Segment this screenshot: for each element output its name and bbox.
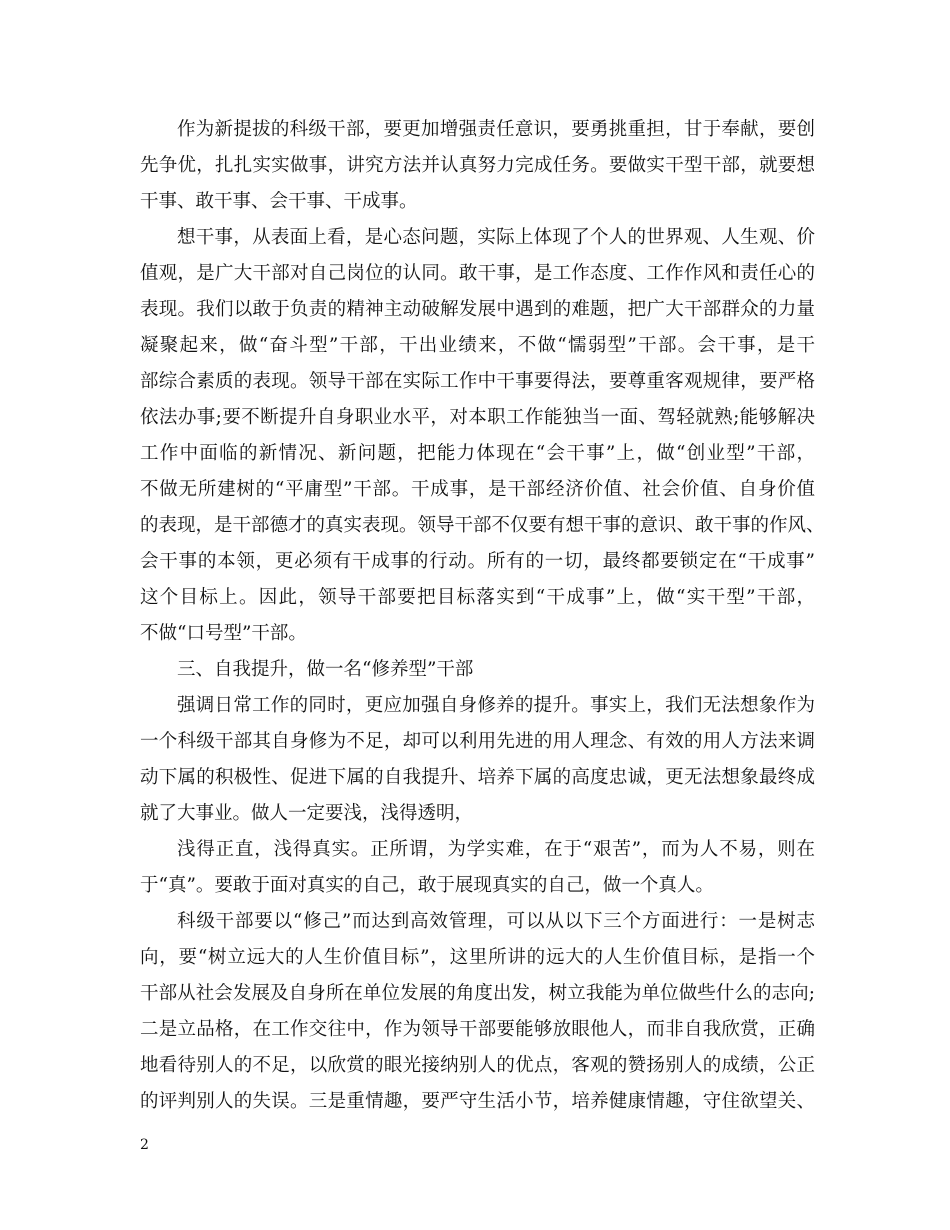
text-line: 浅得正直，浅得真实。正所谓，为学实难，在于“艰苦”，而为人不易，则在 bbox=[177, 839, 815, 860]
text-line: 向，要“树立远大的人生价值目标”，这里所讲的远大的人生价值目标，是指一个 bbox=[140, 947, 815, 968]
text-line: 作为新提拔的科级干部，要更加增强责任意识，要勇挑重担，甘于奉献，要创 bbox=[177, 119, 815, 140]
text-line: 依法办事;要不断提升自身职业水平，对本职工作能独当一面、驾轻就熟;能够解决 bbox=[140, 407, 815, 428]
text-line: 凝聚起来，做“奋斗型”干部，干出业绩来，不做“懦弱型”干部。会干事，是干 bbox=[140, 335, 815, 356]
text-line: 先争优，扎扎实实做事，讲究方法并认真努力完成任务。要做实干型干部，就要想 bbox=[140, 155, 815, 176]
text-line: 部综合素质的表现。领导干部在实际工作中干事要得法，要尊重客观规律，要严格 bbox=[140, 371, 815, 392]
text-line: 三、自我提升，做一名“修养型”干部 bbox=[177, 659, 474, 680]
text-line: 干事、敢干事、会干事、干成事。 bbox=[140, 191, 418, 212]
text-line: 不做无所建树的“平庸型”干部。干成事，是干部经济价值、社会价值、自身价值 bbox=[140, 479, 815, 500]
text-line: 科级干部要以“修己”而达到高效管理，可以从以下三个方面进行：一是树志 bbox=[177, 911, 815, 932]
text-line: 干部从社会发展及自身所在单位发展的角度出发，树立我能为单位做些什么的志向; bbox=[140, 983, 815, 1004]
text-line: 二是立品格，在工作交往中，作为领导干部要能够放眼他人，而非自我欣赏，正确 bbox=[140, 1019, 815, 1040]
text-line: 会干事的本领，更必须有干成事的行动。所有的一切，最终都要锁定在“干成事” bbox=[140, 551, 815, 572]
text-line: 强调日常工作的同时，更应加强自身修养的提升。事实上，我们无法想象作为 bbox=[177, 695, 815, 716]
text-line: 地看待别人的不足，以欣赏的眼光接纳别人的优点，客观的赞扬别人的成绩，公正 bbox=[140, 1055, 815, 1076]
text-line: 这个目标上。因此，领导干部要把目标落实到“干成事”上，做“实干型”干部， bbox=[140, 587, 815, 608]
document-body bbox=[140, 112, 825, 1120]
text-line: 表现。我们以敢于负责的精神主动破解发展中遇到的难题，把广大干部群众的力量 bbox=[140, 299, 815, 320]
text-line: 工作中面临的新情况、新问题，把能力体现在“会干事”上，做“创业型”干部， bbox=[140, 443, 815, 464]
text-line: 动下属的积极性、促进下属的自我提升、培养下属的高度忠诚，更无法想象最终成 bbox=[140, 767, 815, 788]
text-line: 的表现，是干部德才的真实表现。领导干部不仅要有想干事的意识、敢干事的作风、 bbox=[140, 515, 825, 536]
text-line: 值观，是广大干部对自己岗位的认同。敢干事，是工作态度、工作作风和责任心的 bbox=[140, 263, 815, 284]
page-number: 2 bbox=[140, 1137, 149, 1153]
text-line: 想干事，从表面上看，是心态问题，实际上体现了个人的世界观、人生观、价 bbox=[177, 227, 815, 248]
text-line: 就了大事业。做人一定要浅，浅得透明， bbox=[140, 803, 474, 824]
text-line: 的评判别人的失误。三是重情趣，要严守生活小节，培养健康情趣，守住欲望关、 bbox=[140, 1091, 815, 1112]
text-line: 不做“口号型”干部。 bbox=[140, 623, 307, 644]
text-line: 于“真”。要敢于面对真实的自己，敢于展现真实的自己，做一个真人。 bbox=[140, 875, 714, 896]
text-line: 一个科级干部其自身修为不足，却可以利用先进的用人理念、有效的用人方法来调 bbox=[140, 731, 815, 752]
